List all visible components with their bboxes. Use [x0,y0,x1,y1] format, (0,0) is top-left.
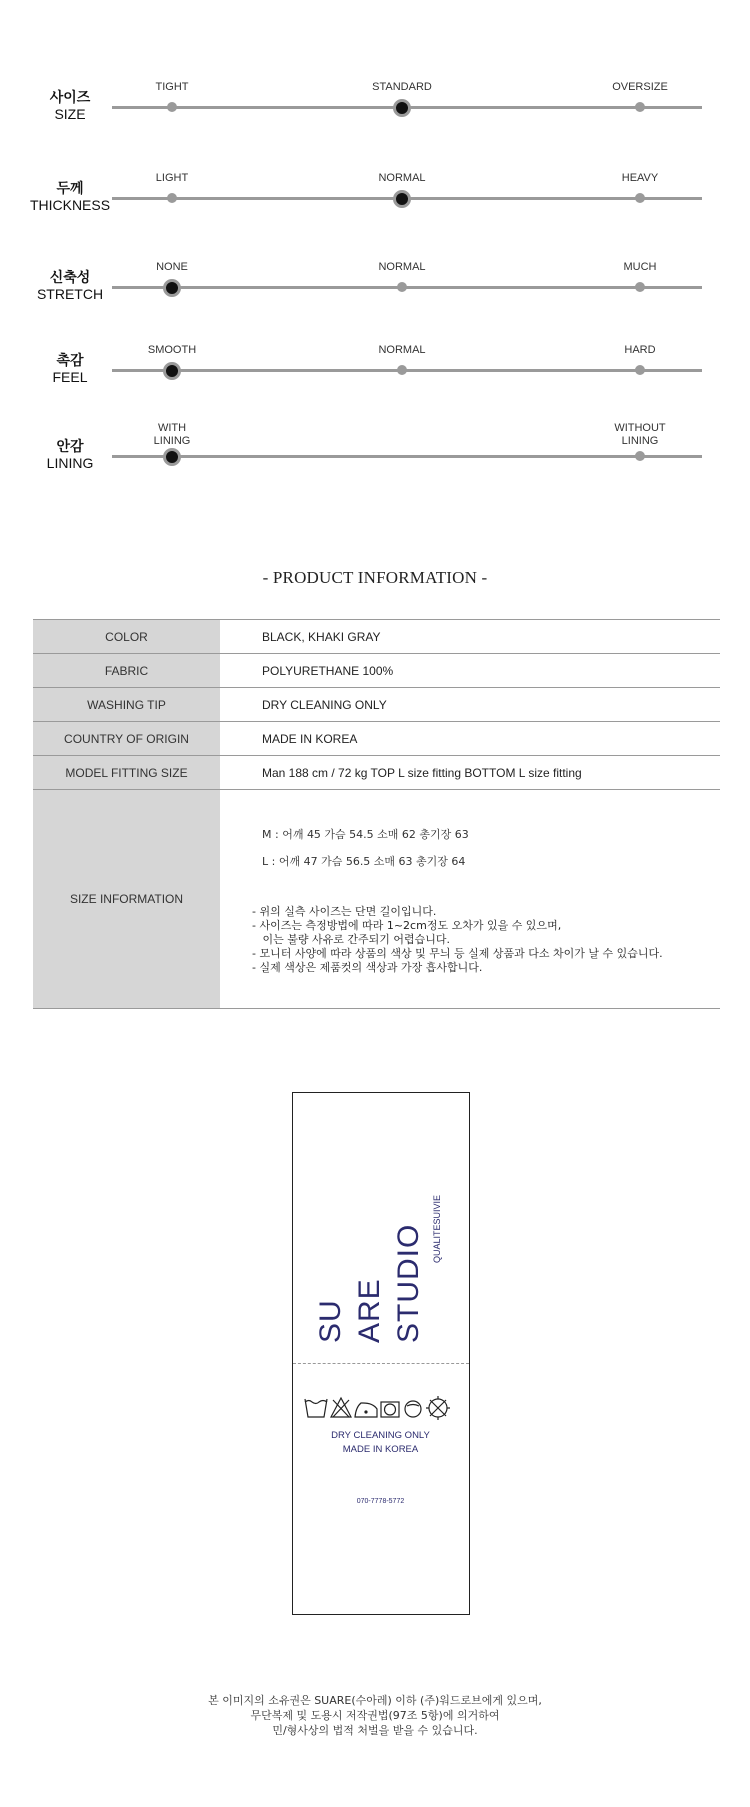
scale-label [20,89,120,123]
brand-sub: QUALITESUIVIE [432,1194,442,1263]
table-row [33,688,720,722]
row-value-fabric: POLYURETHANE 100% [220,654,720,688]
scale-marker [635,451,645,461]
size-measurements [262,826,469,880]
brand-line-su: SU [314,1299,347,1343]
table-row [33,620,720,654]
care-instruction: DRY CLEANING ONLY [331,1430,430,1441]
scale-label-ko: 신축성 [49,269,91,285]
copyright-line: 무단복제 및 도용시 저작권법(97조 5항)에 의거하여 [250,1709,500,1722]
product-info-table [33,619,720,1009]
scale-label-ko: 안감 [56,438,84,454]
row-label-model-fitting: MODEL FITTING SIZE [33,756,220,790]
no-tumble-dry-icon [405,1401,421,1417]
care-label [292,1092,470,1615]
scale-option-label: HARD [624,344,656,356]
scale-marker-selected [163,448,181,466]
size-m: M : 어깨 45 가슴 54.5 소매 62 총기장 63 [262,828,469,841]
product-info-title: - PRODUCT INFORMATION - [262,568,488,587]
scale-row-feel [0,338,750,408]
table-row [33,756,720,790]
scale-option-label: TIGHT [155,81,189,93]
scale-option-label: HEAVY [621,172,659,184]
row-label-fabric: FABRIC [33,654,220,688]
copyright-notice [0,1693,750,1738]
scale-marker [167,193,177,203]
scale-marker [635,102,645,112]
note-line: 이는 불량 사유로 간주되기 어렵습니다. [252,933,450,946]
scale-marker-selected [163,279,181,297]
row-value-size-info [220,790,720,1009]
scale-marker-selected [393,190,411,208]
scale-option-label: SMOOTH [147,344,197,356]
scale-marker [635,365,645,375]
row-value-color: BLACK, KHAKI GRAY [220,620,720,654]
scale-option-label: STANDARD [372,81,432,93]
scale-label-ko: 사이즈 [49,89,91,105]
scale-option-label: NORMAL [378,261,426,273]
table-row [33,654,720,688]
scale-track [112,369,702,372]
label-fold-line [293,1363,469,1364]
scale-label [20,180,120,214]
scale-row-stretch [0,255,750,325]
scale-option-label: NONE [156,261,188,273]
scale-label-en: FEEL [52,369,88,385]
row-label-color: COLOR [33,620,220,654]
scale-marker [635,193,645,203]
scale-option-label: LIGHT [155,172,189,184]
scale-option-label: MUCH [623,261,657,273]
note-line: - 사이즈는 측정방법에 따라 1~2cm정도 오차가 있을 수 있으며, [252,919,562,932]
brand-line-are: ARE [353,1278,386,1343]
dry-clean-icon [381,1402,399,1417]
scale-track [112,286,702,289]
row-label-origin: COUNTRY OF ORIGIN [33,722,220,756]
scale-marker-selected [163,362,181,380]
scale-label [20,269,120,303]
note-line: - 실제 색상은 제품컷의 색상과 가장 흡사합니다. [252,961,483,974]
care-origin: MADE IN KOREA [342,1444,419,1455]
scale-marker [397,282,407,292]
table-row [33,790,720,1009]
scale-track [112,455,702,458]
scale-label-en: LINING [46,455,94,471]
row-label-size-info: SIZE INFORMATION [33,790,220,1009]
scale-row-size [0,75,750,145]
scale-option-label: OVERSIZE [612,81,668,93]
scale-label-en: SIZE [54,106,86,122]
row-value-model-fitting: Man 188 cm / 72 kg TOP L size fitting BOTTOM L size fitting [220,756,720,790]
scale-option-label: NORMAL [378,172,426,184]
care-phone: 070-7778-5772 [356,1498,405,1505]
note-line: - 위의 실측 사이즈는 단면 길이입니다. [252,905,437,918]
no-bleach-icon [331,1398,351,1417]
scale-row-lining [0,424,750,494]
scale-label-ko: 촉감 [56,352,84,368]
brand-logo [293,1093,468,1363]
row-value-washing-tip: DRY CLEANING ONLY [220,688,720,722]
size-notes [252,905,663,975]
row-label-washing-tip: WASHING TIP [33,688,220,722]
iron-icon [355,1403,377,1417]
scale-option-label: WITHOUT LINING [614,422,666,447]
wash-tub-icon [305,1399,327,1417]
scale-option-label: WITH LINING [153,422,191,447]
scale-label-ko: 두께 [56,180,84,196]
note-line: - 모니터 사양에 따라 상품의 색상 및 무늬 등 실제 상품과 다소 차이가 날 수 있습니다. [252,947,663,960]
no-wring-icon [426,1396,450,1420]
care-symbols [303,1393,458,1423]
copyright-line: 본 이미지의 소유권은 SUARE(수아레) 이하 (주)워드로브에게 있으며, [208,1694,542,1707]
table-row [33,722,720,756]
scale-marker-selected [393,99,411,117]
scale-marker [397,365,407,375]
scale-label [20,352,120,386]
scale-option-label: NORMAL [378,344,426,356]
scale-label [20,438,120,472]
scale-marker [635,282,645,292]
size-l: L : 어깨 47 가슴 56.5 소매 63 총기장 64 [262,855,466,868]
brand-line-studio: STUDIO [392,1223,425,1343]
scale-label-en: THICKNESS [29,197,111,213]
scale-row-thickness [0,166,750,236]
copyright-line: 민/형사상의 법적 처벌을 받을 수 있습니다. [272,1724,478,1737]
scale-marker [167,102,177,112]
row-value-origin: MADE IN KOREA [220,722,720,756]
scale-label-en: STRETCH [36,286,104,302]
